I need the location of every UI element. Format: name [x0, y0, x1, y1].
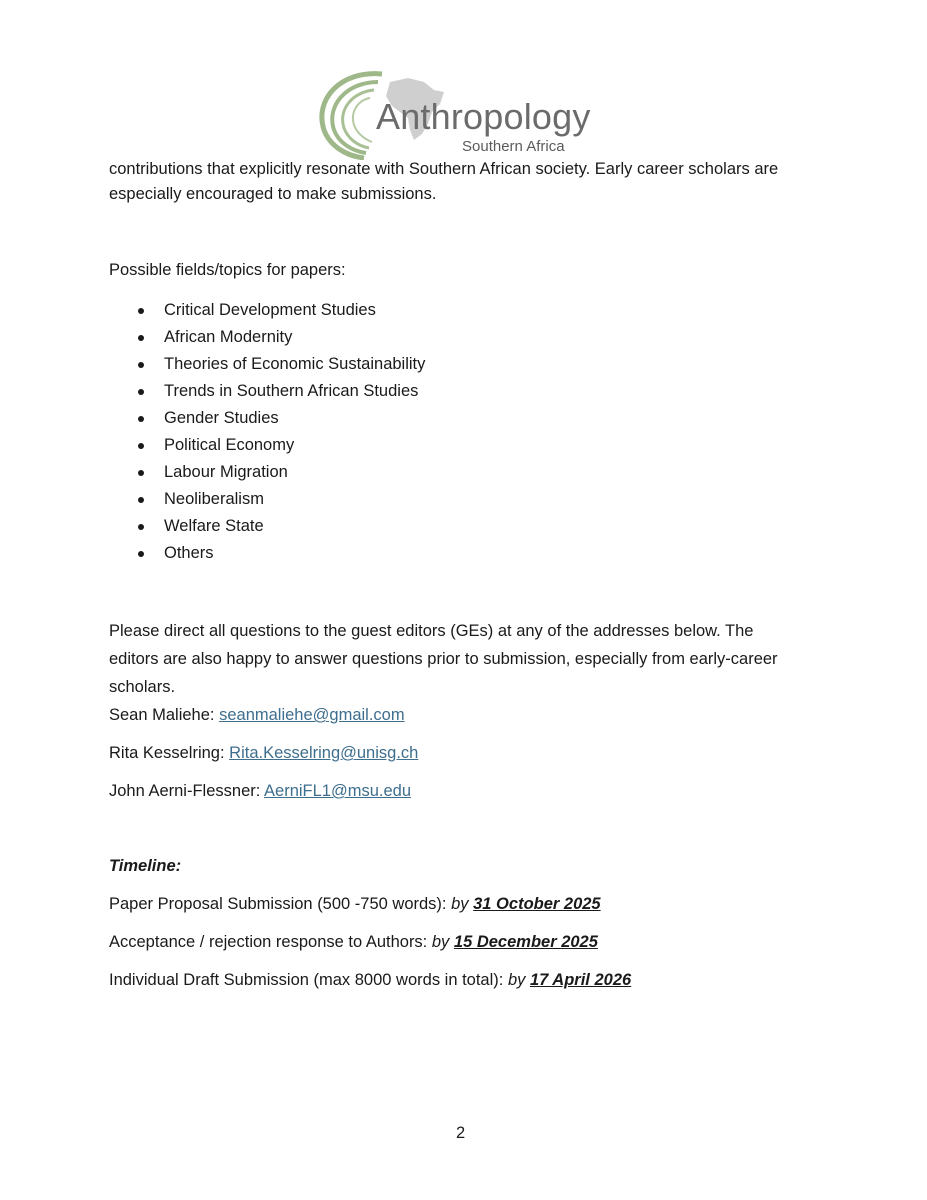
email-link-rita[interactable]: Rita.Kesselring@unisg.ch	[229, 744, 419, 762]
email-link-john[interactable]: AerniFL1@msu.edu	[264, 782, 412, 800]
list-item	[109, 540, 425, 567]
list-item	[109, 378, 425, 405]
timeline-label: Paper Proposal Submission (500 -750 words):	[109, 895, 452, 913]
topic-label: Neoliberalism	[164, 490, 264, 508]
logo-subtitle: Southern Africa	[462, 138, 565, 155]
topic-label: Welfare State	[164, 517, 264, 535]
intro-paragraph: contributions that explicitly resonate with Southern African society. Early career scholars are especially encouraged to make submissions.	[109, 160, 779, 203]
bullet-icon	[138, 389, 144, 395]
contact-name: Sean Maliehe:	[109, 706, 215, 724]
bullet-icon	[138, 551, 144, 557]
topic-label: Political Economy	[164, 436, 295, 454]
timeline-by: by	[431, 933, 450, 951]
bullet-icon	[138, 335, 144, 341]
bullet-icon	[138, 362, 144, 368]
list-item	[109, 351, 425, 378]
topic-label: Others	[164, 544, 214, 562]
topic-label: African Modernity	[164, 328, 293, 346]
anthropology-southern-africa-logo	[312, 60, 622, 160]
bullet-icon	[138, 443, 144, 449]
timeline-heading: Timeline:	[109, 857, 182, 875]
contact-rita-kesselring	[109, 744, 418, 763]
list-item	[109, 513, 425, 540]
bullet-icon	[138, 524, 144, 530]
contact-name: John Aerni-Flessner:	[109, 782, 261, 800]
timeline-item-acceptance	[109, 933, 598, 952]
contact-name: Rita Kesselring:	[109, 744, 225, 762]
topics-list	[109, 297, 425, 567]
topic-label: Critical Development Studies	[164, 301, 376, 319]
email-link-sean[interactable]: seanmaliehe@gmail.com	[219, 706, 405, 724]
topic-label: Theories of Economic Sustainability	[164, 355, 426, 373]
contact-john-aerni-flessner	[109, 782, 411, 801]
bullet-icon	[138, 308, 144, 314]
timeline-label: Individual Draft Submission (max 8000 words in total):	[109, 971, 508, 989]
topic-label: Labour Migration	[164, 463, 288, 481]
timeline-date: 17 April 2026	[529, 971, 632, 989]
fields-heading: Possible fields/topics for papers:	[109, 261, 346, 279]
questions-paragraph: Please direct all questions to the guest editors (GEs) at any of the addresses below. The editors are also happy to answer questions prior to submission, especially from early-career scholars.	[109, 622, 778, 696]
list-item	[109, 432, 425, 459]
timeline-date: 31 October 2025	[473, 895, 601, 913]
timeline-item-draft	[109, 971, 631, 990]
contact-sean-maliehe	[109, 706, 405, 725]
list-item	[109, 405, 425, 432]
timeline-by: by	[507, 971, 526, 989]
timeline-date: 15 December 2025	[453, 933, 598, 951]
list-item	[109, 324, 425, 351]
timeline-item-proposal	[109, 895, 601, 914]
topic-label: Gender Studies	[164, 409, 279, 427]
list-item	[109, 459, 425, 486]
bullet-icon	[138, 416, 144, 422]
topic-label: Trends in Southern African Studies	[164, 382, 419, 400]
list-item	[109, 486, 425, 513]
logo-title: Anthropology	[376, 96, 591, 137]
timeline-by: by	[451, 895, 469, 913]
page-number: 2	[456, 1124, 466, 1142]
bullet-icon	[138, 470, 144, 476]
list-item	[109, 297, 425, 324]
bullet-icon	[138, 497, 144, 503]
timeline-label: Acceptance / rejection response to Authors:	[109, 933, 432, 951]
